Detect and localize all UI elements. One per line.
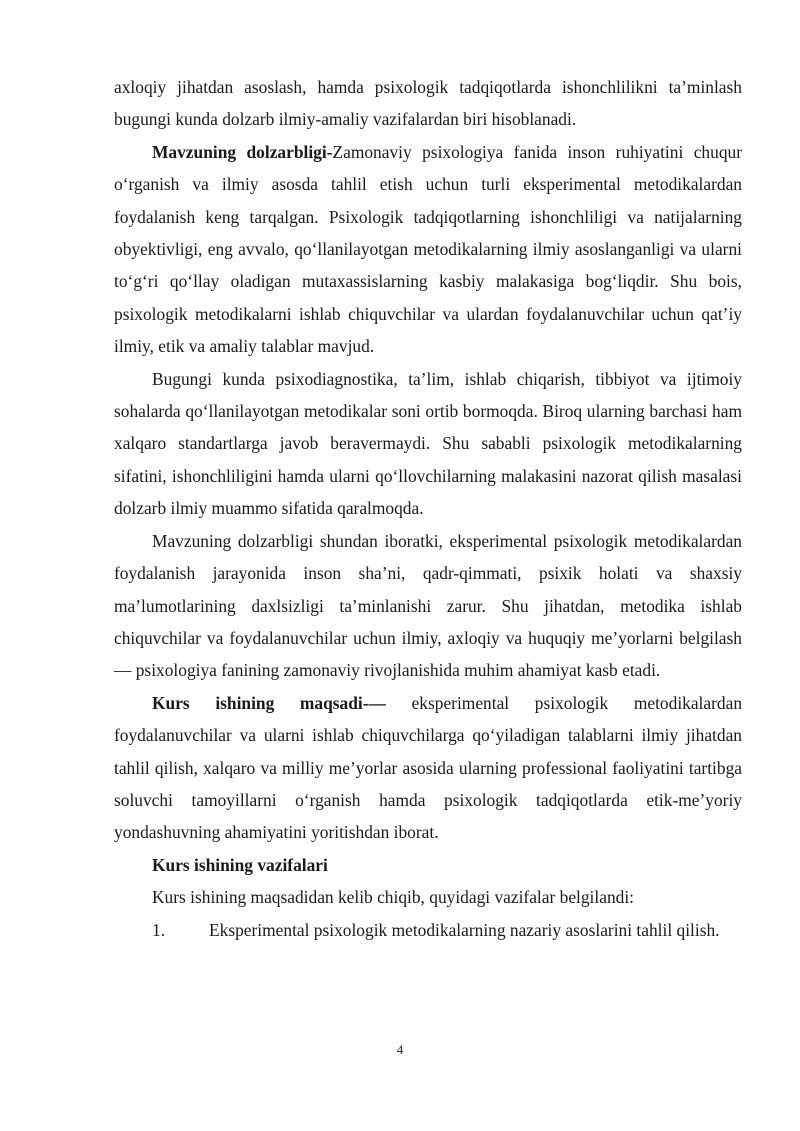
paragraph-methods-growth: Bugungi kunda psixodiagnostika, ta’lim, ishlab chiqarish, tibbiyot va ijtimoiy sohalarda qo‘llanilayotgan metodikalar soni ortib bormoqda. Biroq ularning barchasi ham xalqaro standartlarga javob beravermaydi. Shu sababli psixologik metodikalarning sifatini, ishonchliligini hamda ularni qo‘llovchilarning malakasini nazorat qilish masalasi dolzarb ilmiy muammo sifatida qaralmoqda. <box>114 368 742 519</box>
task-number: 1. <box>152 919 166 940</box>
relevance-heading: Mavzuning dolzarbligi- <box>152 141 333 162</box>
task-list-item <box>114 914 742 946</box>
task-text: Eksperimental psixologik metodikalarning nazariy asoslarini tahlil qilish. <box>209 919 720 940</box>
goal-heading: Kurs ishining maqsadi-— <box>152 692 386 713</box>
page-number: 4 <box>396 1042 404 1057</box>
tasks-heading: Kurs ishining vazifalari <box>152 854 328 875</box>
tasks-intro: Kurs ishining maqsadidan kelib chiqib, quyidagi vazifalar belgilandi: <box>152 887 634 908</box>
relevance-text: Zamonaviy psixologiya fanida inson ruhiyatini chuqur o‘rganish va ilmiy asosda tahlil etish uchun turli eksperimental metodikalardan foydalanish keng tarqalgan. Psixologik tadqiqotlarning ishonchliligi va natijalarning obyektivligi, eng avvalo, qo‘llanilayotgan metodikalarning ilmiy asoslanganligi va ularni to‘g‘ri qo‘llay oladigan mutaxassislarning kasbiy malakasiga bog‘liqdir. Shu bois, psixologik metodikalarni ishlab chiquvchilar va ulardan foydalanuvchilar uchun qat’iy ilmiy, etik va amaliy talablar mavjud. <box>114 141 742 357</box>
paragraph-relevance <box>114 136 742 363</box>
goal-text: eksperimental psixologik metodikalardan foydalanuvchilar va ularni ishlab chiquvchilarga qo‘yiladigan talablarni ilmiy jihatdan tahlil qilish, xalqaro va milliy me’yorlar asosida ularning professional faoliyatini tartibga soluvchi tamoyillarni o‘rganish hamda psixologik tadqiqotlarda etik-me’yoriy yondashuvning ahamiyatini yoritishdan iborat. <box>114 692 743 843</box>
document-page <box>114 71 742 946</box>
paragraph-intro-continuation: axloqiy jihatdan asoslash, hamda psixologik tadqiqotlarda ishonchlilikni ta’minlash bugungi kunda dolzarb ilmiy-amaliy vazifalardan biri hisoblanadi. <box>114 77 742 130</box>
paragraph-goal <box>114 687 742 849</box>
paragraph-relevance-detail: Mavzuning dolzarbligi shundan iboratki, eksperimental psixologik metodikalardan foydalanish jarayonida inson sha’ni, qadr-qimmati, psixik holati va shaxsiy ma’lumotlarining daxlsizligi ta’minlanishi zarur. Shu jihatdan, metodika ishlab chiquvchilar va foydalanuvchilar uchun ilmiy, axloqiy va huquqiy me’yorlarni belgilash — psixologiya fanining zamonaviy rivojlanishida muhim ahamiyat kasb etadi. <box>114 530 742 681</box>
